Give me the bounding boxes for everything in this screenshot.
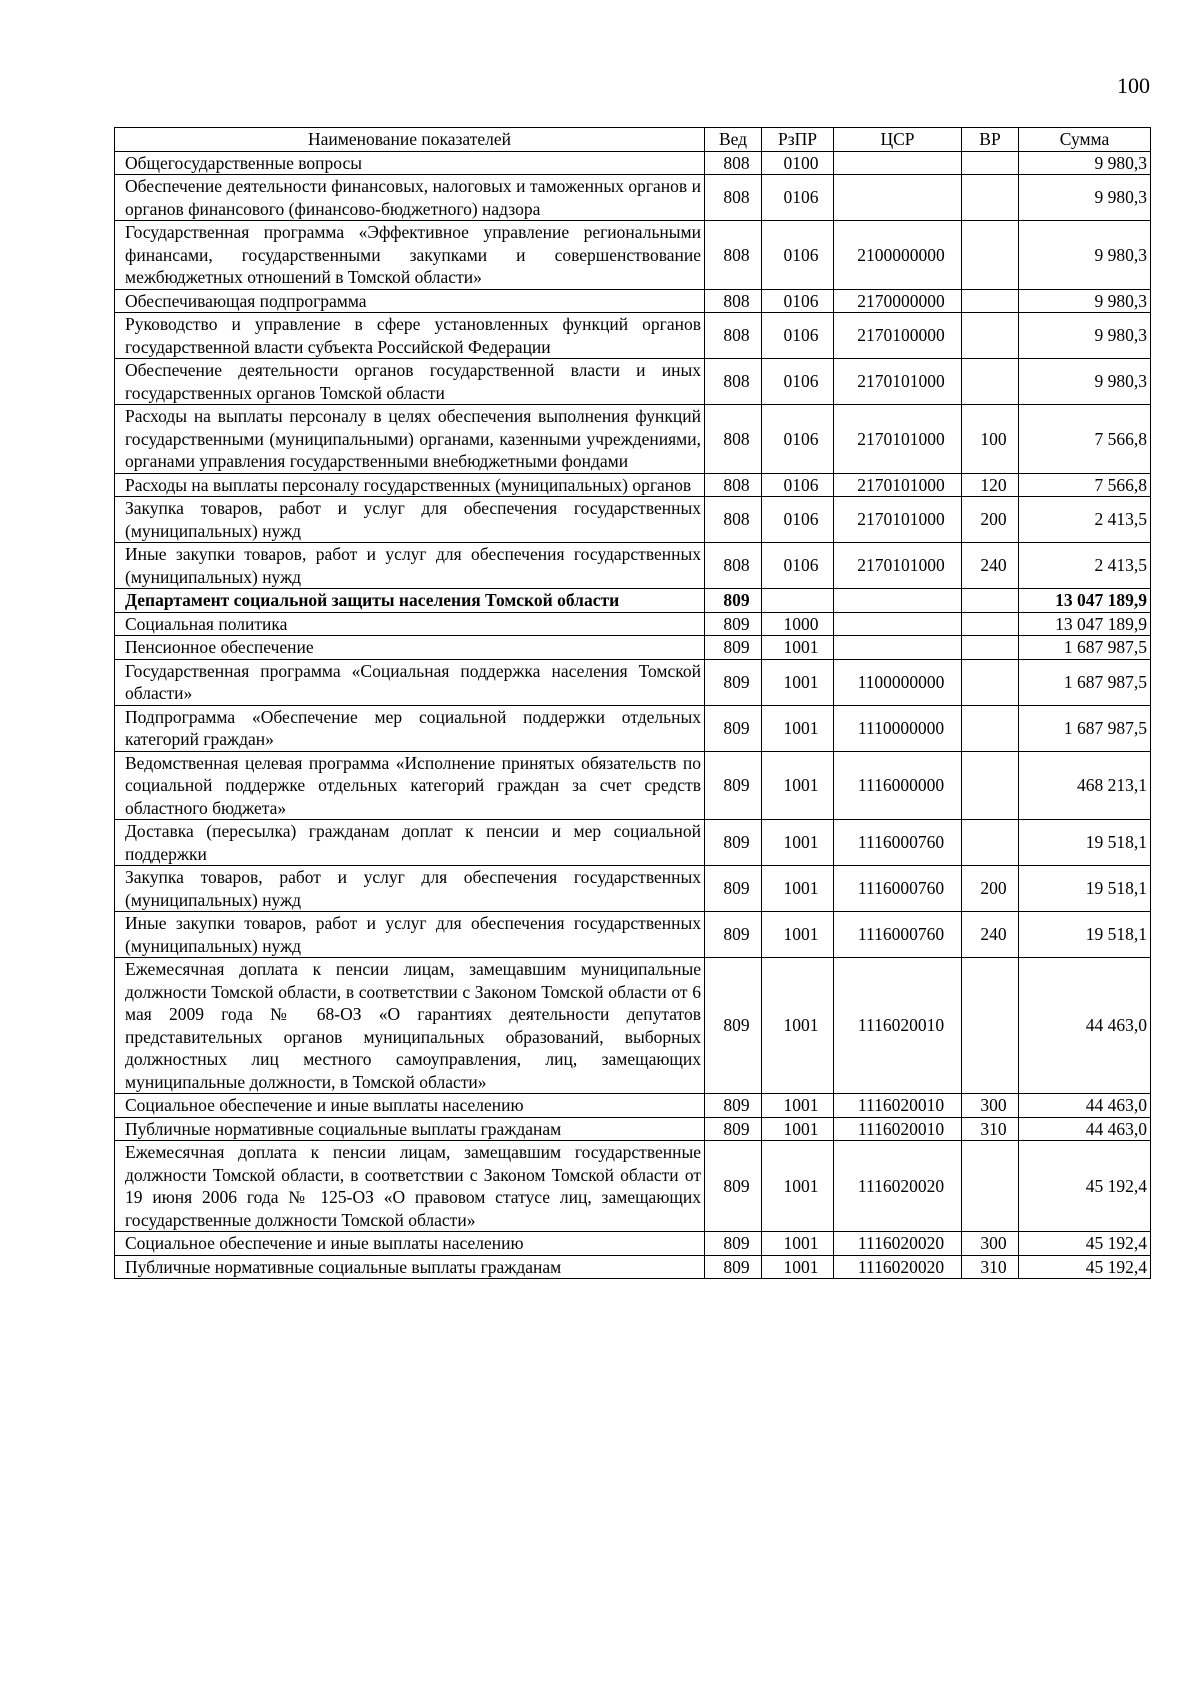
cell-csr: 1116000000 [834, 751, 962, 820]
cell-csr [834, 589, 962, 613]
cell-rzpr: 0106 [762, 497, 834, 543]
cell-vr [962, 151, 1019, 175]
cell-name: Обеспечение деятельности органов государственной власти и иных государственных органов Томской области [115, 359, 705, 405]
cell-rzpr: 1001 [762, 659, 834, 705]
cell-sum: 1 687 987,5 [1019, 659, 1151, 705]
cell-rzpr: 1001 [762, 1255, 834, 1279]
cell-rzpr: 0106 [762, 359, 834, 405]
cell-vr [962, 705, 1019, 751]
cell-name: Ведомственная целевая программа «Исполнение принятых обязательств по социальной поддержке отдельных категорий граждан за счет средств областного бюджета» [115, 751, 705, 820]
cell-rzpr: 0106 [762, 313, 834, 359]
cell-sum: 44 463,0 [1019, 958, 1151, 1094]
cell-rzpr: 0106 [762, 473, 834, 497]
cell-csr [834, 151, 962, 175]
cell-vr [962, 589, 1019, 613]
cell-rzpr: 1000 [762, 612, 834, 636]
cell-csr: 1116020010 [834, 1094, 962, 1118]
table-row [115, 221, 1151, 290]
cell-ved: 809 [705, 589, 762, 613]
cell-ved: 808 [705, 313, 762, 359]
table-row [115, 473, 1151, 497]
cell-ved: 809 [705, 636, 762, 660]
cell-sum: 19 518,1 [1019, 866, 1151, 912]
cell-sum: 9 980,3 [1019, 175, 1151, 221]
table-row [115, 151, 1151, 175]
cell-csr: 2170101000 [834, 359, 962, 405]
cell-name: Пенсионное обеспечение [115, 636, 705, 660]
cell-name: Закупка товаров, работ и услуг для обеспечения государственных (муниципальных) нужд [115, 497, 705, 543]
cell-csr: 2100000000 [834, 221, 962, 290]
cell-rzpr: 0106 [762, 405, 834, 474]
cell-vr [962, 636, 1019, 660]
cell-vr [962, 751, 1019, 820]
table-row [115, 543, 1151, 589]
cell-name: Социальная политика [115, 612, 705, 636]
cell-name: Государственная программа «Эффективное управление региональными финансами, государственными закупками и совершенствование межбюджетных отношений в Томской области» [115, 221, 705, 290]
cell-vr [962, 659, 1019, 705]
table-row [115, 1141, 1151, 1232]
header-vr: ВР [962, 128, 1019, 152]
cell-name: Ежемесячная доплата к пенсии лицам, замещавшим государственные должности Томской области, в соответствии с Законом Томской области от 19 июня 2006 года № 125-ОЗ «О правовом статусе лиц, замещающих государственные должности Томской области» [115, 1141, 705, 1232]
cell-csr: 2170101000 [834, 473, 962, 497]
cell-vr [962, 313, 1019, 359]
cell-vr [962, 958, 1019, 1094]
cell-vr: 310 [962, 1117, 1019, 1141]
cell-csr: 1116000760 [834, 820, 962, 866]
cell-ved: 808 [705, 175, 762, 221]
cell-rzpr: 0100 [762, 151, 834, 175]
cell-name: Подпрограмма «Обеспечение мер социальной поддержки отдельных категорий граждан» [115, 705, 705, 751]
cell-csr [834, 612, 962, 636]
cell-csr: 2170101000 [834, 543, 962, 589]
cell-rzpr: 1001 [762, 1094, 834, 1118]
cell-ved: 808 [705, 473, 762, 497]
cell-rzpr: 0106 [762, 221, 834, 290]
cell-csr [834, 175, 962, 221]
header-csr: ЦСР [834, 128, 962, 152]
table-row [115, 958, 1151, 1094]
cell-csr: 2170000000 [834, 289, 962, 313]
table-row [115, 289, 1151, 313]
table-row [115, 313, 1151, 359]
cell-sum: 9 980,3 [1019, 151, 1151, 175]
cell-sum: 9 980,3 [1019, 289, 1151, 313]
cell-rzpr: 1001 [762, 820, 834, 866]
header-ved: Вед [705, 128, 762, 152]
cell-ved: 809 [705, 751, 762, 820]
cell-sum: 7 566,8 [1019, 405, 1151, 474]
cell-sum: 13 047 189,9 [1019, 612, 1151, 636]
cell-name: Доставка (пересылка) гражданам доплат к пенсии и мер социальной поддержки [115, 820, 705, 866]
cell-vr: 200 [962, 866, 1019, 912]
table-row [115, 820, 1151, 866]
table-body [115, 151, 1151, 1279]
cell-ved: 809 [705, 1141, 762, 1232]
cell-csr: 1116020020 [834, 1255, 962, 1279]
cell-sum: 9 980,3 [1019, 221, 1151, 290]
cell-ved: 809 [705, 705, 762, 751]
cell-rzpr: 1001 [762, 912, 834, 958]
page-number: 100 [1117, 73, 1150, 98]
cell-vr: 120 [962, 473, 1019, 497]
header-sum: Сумма [1019, 128, 1151, 152]
header-rzpr: РзПР [762, 128, 834, 152]
table-row [115, 1094, 1151, 1118]
cell-rzpr: 1001 [762, 866, 834, 912]
cell-name: Публичные нормативные социальные выплаты гражданам [115, 1117, 705, 1141]
cell-rzpr: 0106 [762, 543, 834, 589]
cell-name: Расходы на выплаты персоналу в целях обеспечения выполнения функций государственными (муниципальными) органами, казенными учреждениями, органами управления государственными внебюджетными фондами [115, 405, 705, 474]
cell-vr: 300 [962, 1094, 1019, 1118]
cell-sum: 2 413,5 [1019, 543, 1151, 589]
cell-ved: 809 [705, 659, 762, 705]
cell-ved: 809 [705, 612, 762, 636]
cell-name: Обеспечение деятельности финансовых, налоговых и таможенных органов и органов финансового (финансово-бюджетного) надзора [115, 175, 705, 221]
cell-name: Обеспечивающая подпрограмма [115, 289, 705, 313]
cell-sum: 45 192,4 [1019, 1255, 1151, 1279]
cell-vr: 240 [962, 543, 1019, 589]
cell-name: Иные закупки товаров, работ и услуг для обеспечения государственных (муниципальных) нужд [115, 543, 705, 589]
cell-rzpr: 1001 [762, 1141, 834, 1232]
cell-name: Публичные нормативные социальные выплаты гражданам [115, 1255, 705, 1279]
cell-ved: 808 [705, 289, 762, 313]
cell-ved: 809 [705, 912, 762, 958]
table-row [115, 866, 1151, 912]
cell-vr [962, 820, 1019, 866]
cell-csr: 2170100000 [834, 313, 962, 359]
cell-sum: 45 192,4 [1019, 1232, 1151, 1256]
budget-table [114, 127, 1151, 1279]
cell-ved: 808 [705, 543, 762, 589]
cell-sum: 9 980,3 [1019, 359, 1151, 405]
table-row [115, 175, 1151, 221]
cell-ved: 808 [705, 359, 762, 405]
cell-name: Общегосударственные вопросы [115, 151, 705, 175]
cell-ved: 809 [705, 820, 762, 866]
cell-ved: 809 [705, 958, 762, 1094]
cell-rzpr: 1001 [762, 705, 834, 751]
table-row [115, 751, 1151, 820]
cell-vr: 200 [962, 497, 1019, 543]
cell-sum: 44 463,0 [1019, 1094, 1151, 1118]
table-header [115, 128, 1151, 152]
cell-ved: 808 [705, 221, 762, 290]
cell-sum: 468 213,1 [1019, 751, 1151, 820]
cell-sum: 7 566,8 [1019, 473, 1151, 497]
table-row [115, 612, 1151, 636]
cell-ved: 809 [705, 1255, 762, 1279]
table-row [115, 359, 1151, 405]
table-row [115, 497, 1151, 543]
cell-vr: 310 [962, 1255, 1019, 1279]
cell-csr: 1100000000 [834, 659, 962, 705]
cell-ved: 809 [705, 1117, 762, 1141]
cell-csr: 1116020020 [834, 1232, 962, 1256]
cell-ved: 809 [705, 1094, 762, 1118]
cell-csr: 1116020010 [834, 1117, 962, 1141]
cell-name: Социальное обеспечение и иные выплаты населению [115, 1232, 705, 1256]
cell-rzpr: 1001 [762, 1117, 834, 1141]
cell-csr: 2170101000 [834, 497, 962, 543]
cell-sum: 13 047 189,9 [1019, 589, 1151, 613]
cell-vr: 100 [962, 405, 1019, 474]
cell-vr [962, 1141, 1019, 1232]
cell-vr: 300 [962, 1232, 1019, 1256]
cell-csr: 1110000000 [834, 705, 962, 751]
cell-sum: 19 518,1 [1019, 912, 1151, 958]
table-row [115, 589, 1151, 613]
cell-name: Руководство и управление в сфере установленных функций органов государственной власти субъекта Российской Федерации [115, 313, 705, 359]
cell-ved: 808 [705, 151, 762, 175]
header-name: Наименование показателей [115, 128, 705, 152]
cell-vr [962, 289, 1019, 313]
cell-csr: 2170101000 [834, 405, 962, 474]
cell-rzpr: 0106 [762, 175, 834, 221]
cell-vr: 240 [962, 912, 1019, 958]
cell-name: Ежемесячная доплата к пенсии лицам, замещавшим муниципальные должности Томской области, в соответствии с Законом Томской области от 6 мая 2009 года № 68-ОЗ «О гарантиях деятельности депутатов представительных органов муниципальных образований, выборных должностных лиц местного самоуправления, лиц, замещающих муниципальные должности, в Томской области» [115, 958, 705, 1094]
cell-rzpr: 1001 [762, 1232, 834, 1256]
cell-ved: 808 [705, 497, 762, 543]
table-row [115, 636, 1151, 660]
cell-rzpr: 1001 [762, 958, 834, 1094]
cell-sum: 1 687 987,5 [1019, 705, 1151, 751]
cell-vr [962, 221, 1019, 290]
cell-csr: 1116020010 [834, 958, 962, 1094]
cell-name: Департамент социальной защиты населения Томской области [115, 589, 705, 613]
cell-ved: 809 [705, 866, 762, 912]
cell-sum: 1 687 987,5 [1019, 636, 1151, 660]
cell-vr [962, 359, 1019, 405]
cell-ved: 809 [705, 1232, 762, 1256]
cell-name: Расходы на выплаты персоналу государственных (муниципальных) органов [115, 473, 705, 497]
cell-name: Иные закупки товаров, работ и услуг для обеспечения государственных (муниципальных) нужд [115, 912, 705, 958]
cell-name: Государственная программа «Социальная поддержка населения Томской области» [115, 659, 705, 705]
cell-csr: 1116000760 [834, 866, 962, 912]
cell-rzpr: 0106 [762, 289, 834, 313]
table-row [115, 1255, 1151, 1279]
table-row [115, 405, 1151, 474]
cell-sum: 2 413,5 [1019, 497, 1151, 543]
cell-sum: 45 192,4 [1019, 1141, 1151, 1232]
table-row [115, 1232, 1151, 1256]
cell-name: Социальное обеспечение и иные выплаты населению [115, 1094, 705, 1118]
table-row [115, 1117, 1151, 1141]
cell-sum: 19 518,1 [1019, 820, 1151, 866]
cell-csr [834, 636, 962, 660]
cell-ved: 808 [705, 405, 762, 474]
cell-vr [962, 175, 1019, 221]
cell-sum: 9 980,3 [1019, 313, 1151, 359]
cell-csr: 1116000760 [834, 912, 962, 958]
cell-rzpr [762, 589, 834, 613]
cell-rzpr: 1001 [762, 751, 834, 820]
table-row [115, 705, 1151, 751]
cell-csr: 1116020020 [834, 1141, 962, 1232]
cell-vr [962, 612, 1019, 636]
table-row [115, 659, 1151, 705]
cell-sum: 44 463,0 [1019, 1117, 1151, 1141]
header-row [115, 128, 1151, 152]
table-row [115, 912, 1151, 958]
cell-name: Закупка товаров, работ и услуг для обеспечения государственных (муниципальных) нужд [115, 866, 705, 912]
cell-rzpr: 1001 [762, 636, 834, 660]
